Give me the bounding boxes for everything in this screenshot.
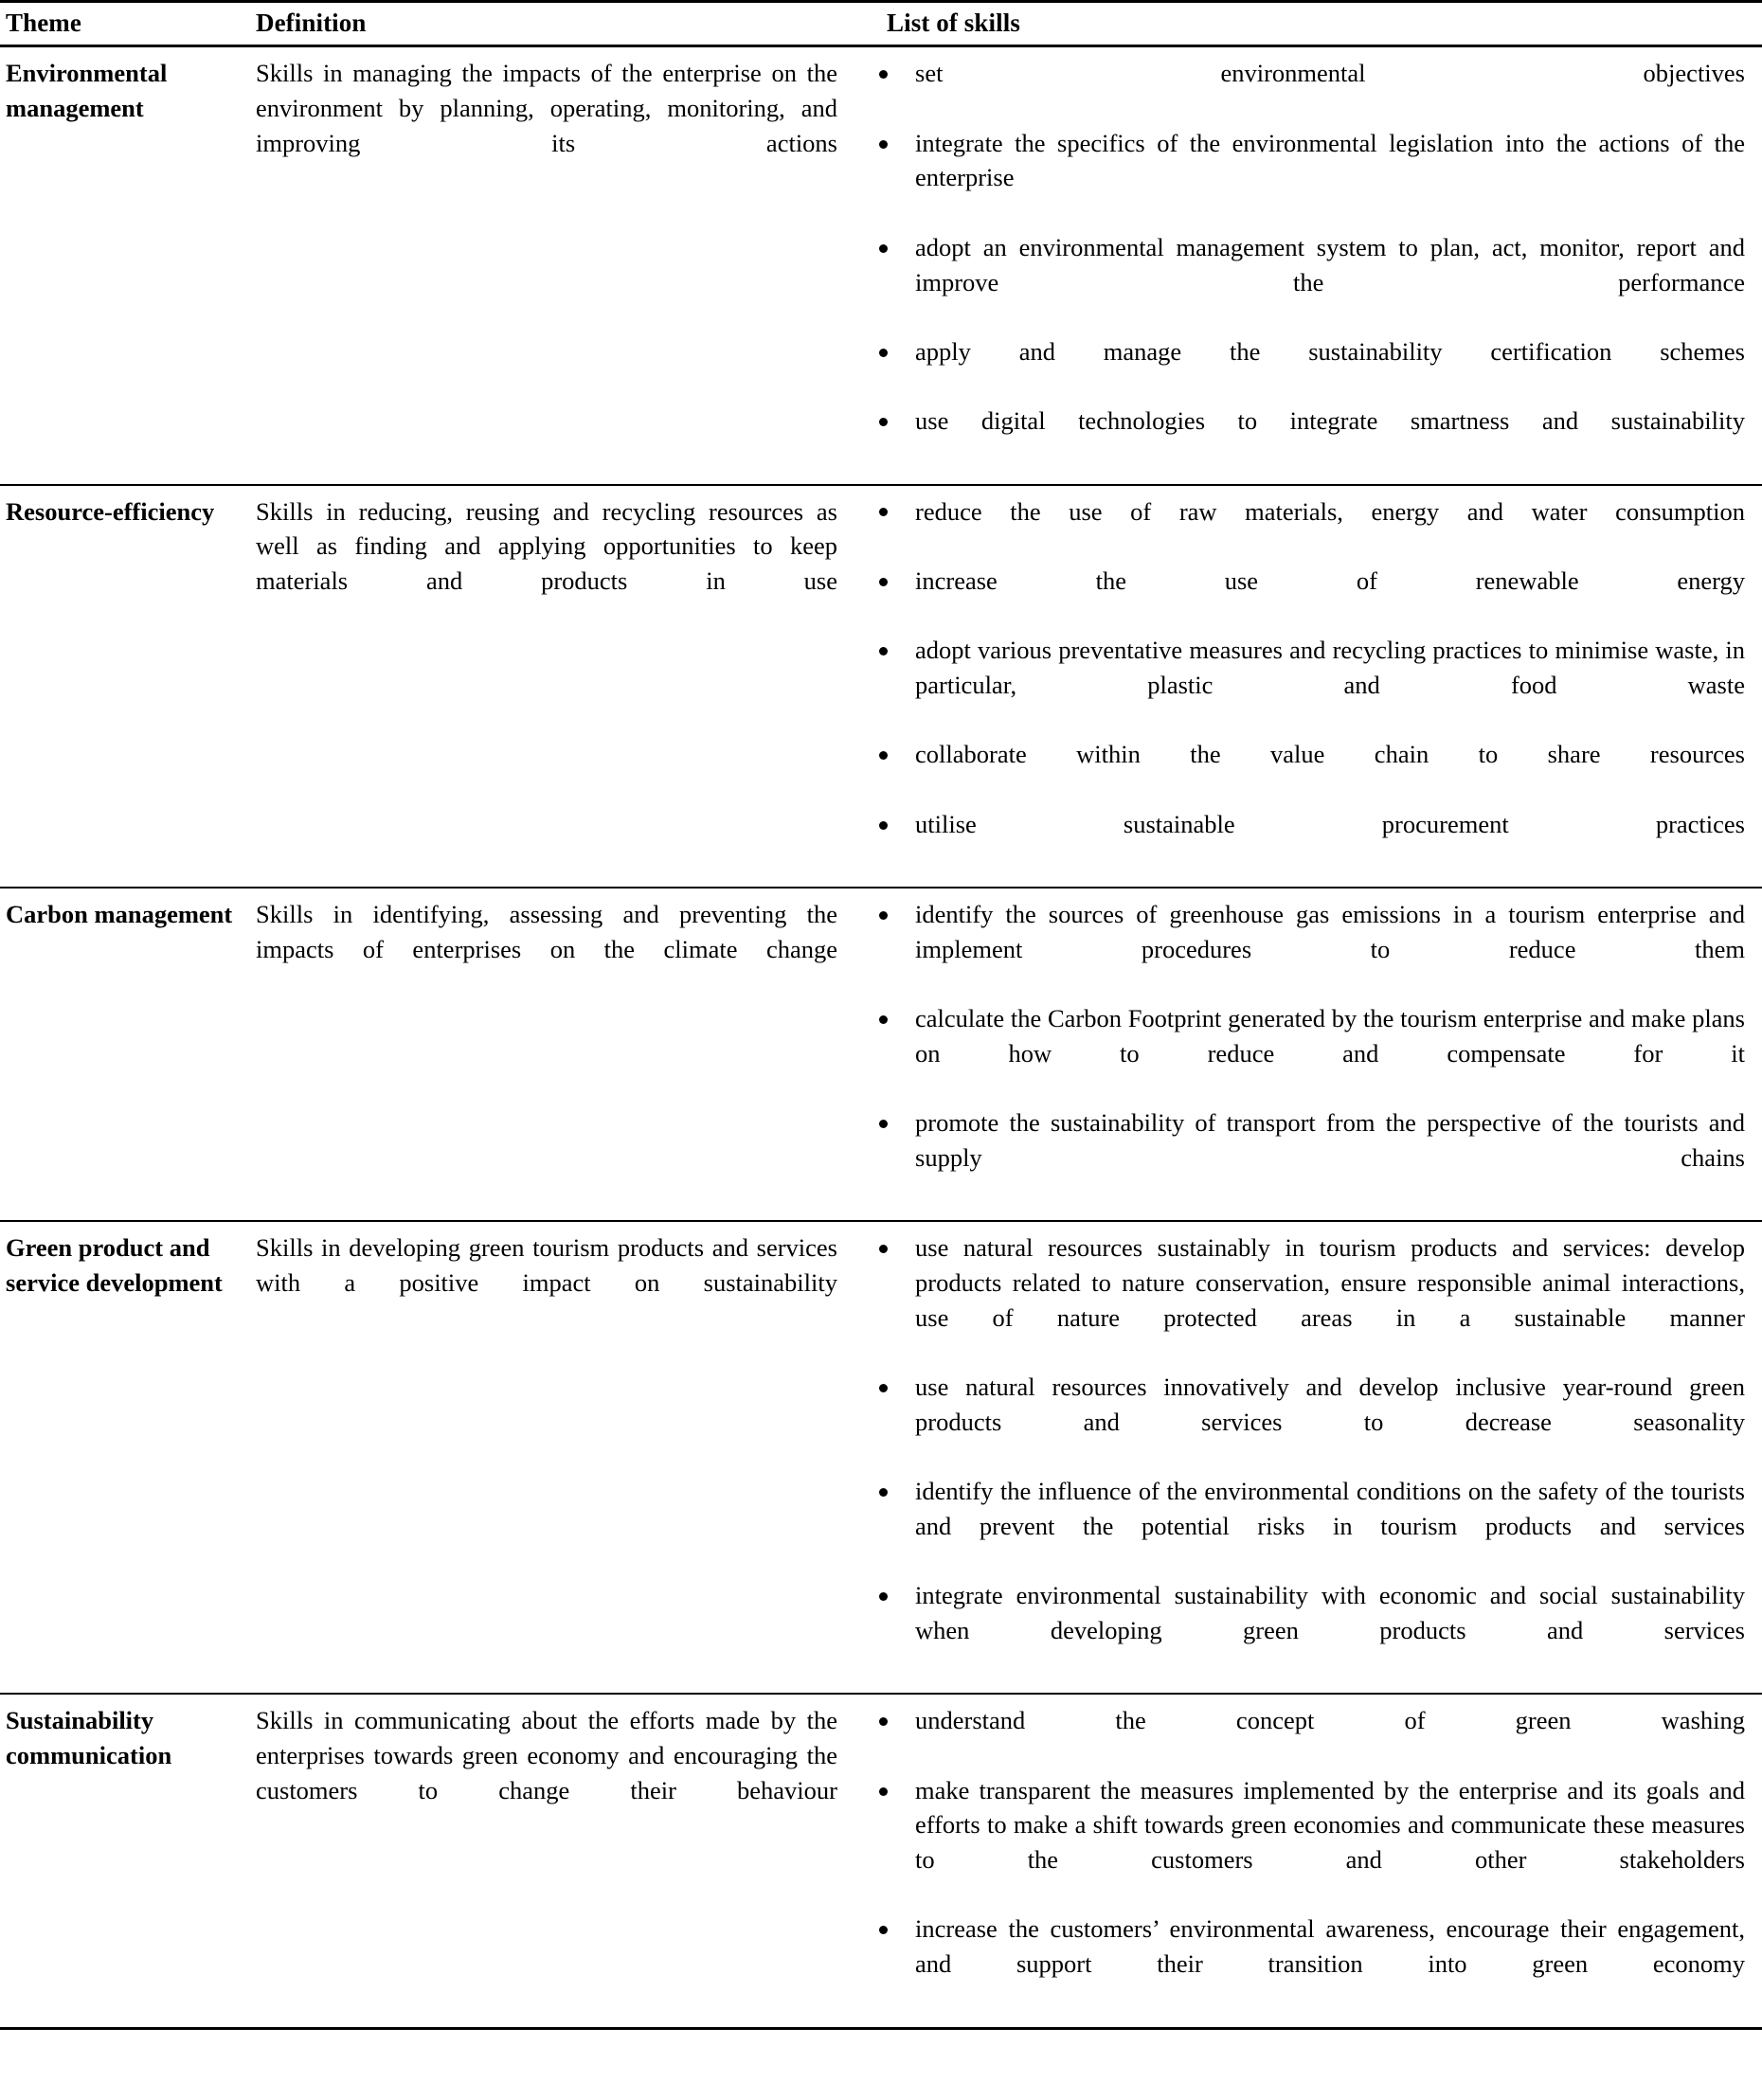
list-item <box>866 1773 1745 1912</box>
bullet-icon <box>879 244 888 253</box>
table-body <box>0 46 1762 2028</box>
skills-list <box>866 1703 1745 2016</box>
list-item <box>866 737 1745 806</box>
column-header-theme: Theme <box>0 2 244 46</box>
bullet-icon <box>879 70 888 79</box>
list-item <box>866 564 1745 633</box>
cell-skills <box>853 1694 1762 2028</box>
list-item <box>866 56 1745 125</box>
definition-text: Skills in identifying, assessing and preventing the impacts of enterprises on the climate change <box>256 900 837 963</box>
bullet-icon <box>879 1488 888 1497</box>
skill-text: calculate the Carbon Footprint generated by the tourism enterprise and make plans on how to reduce and compensate for it <box>915 1004 1745 1068</box>
cell-theme <box>0 46 244 485</box>
cell-theme <box>0 1221 244 1694</box>
cell-skills <box>853 485 1762 888</box>
cell-definition <box>244 888 853 1221</box>
cell-skills <box>853 888 1762 1221</box>
skill-text: integrate environmental sustainability with economic and social sustainability when developing green products and services <box>915 1581 1745 1644</box>
skill-text: identify the influence of the environmental conditions on the safety of the tourists and prevent the potential risks in tourism products and services <box>915 1477 1745 1540</box>
skill-text: utilise sustainable procurement practices <box>915 809 1745 838</box>
cell-theme <box>0 1694 244 2028</box>
theme-label: Resource-efficiency <box>6 496 215 526</box>
table-row <box>0 1694 1762 2028</box>
bullet-icon <box>879 1787 888 1796</box>
cell-definition <box>244 1221 853 1694</box>
table-row <box>0 888 1762 1221</box>
list-item <box>866 126 1745 230</box>
cell-definition <box>244 46 853 485</box>
bullet-icon <box>879 508 888 516</box>
bullet-icon <box>879 418 888 426</box>
bullet-icon <box>879 1015 888 1024</box>
bullet-icon <box>879 1717 888 1726</box>
list-item <box>866 1001 1745 1105</box>
bullet-icon <box>879 1384 888 1392</box>
skill-text: use digital technologies to integrate smartness and sustainability <box>915 406 1745 436</box>
bullet-icon <box>879 911 888 920</box>
list-item <box>866 633 1745 737</box>
skill-text: set environmental objectives <box>915 59 1745 88</box>
bullet-icon <box>879 647 888 655</box>
skill-text: increase the use of renewable energy <box>915 566 1745 596</box>
cell-theme <box>0 485 244 888</box>
column-header-skills: List of skills <box>853 2 1762 46</box>
definition-text: Skills in communicating about the efforts made by the enterprises towards green economy and encouraging the customers to change their behaviour <box>256 1706 837 1804</box>
definition-text: Skills in managing the impacts of the enterprise on the environment by planning, operating, monitoring, and improving its actions <box>256 59 837 157</box>
top-cropped-rule <box>407 0 1762 2</box>
list-item <box>866 1912 1745 2016</box>
skills-list <box>866 56 1745 473</box>
theme-label: Environmental management <box>6 59 168 123</box>
bullet-icon <box>879 140 888 149</box>
bullet-icon <box>879 1592 888 1601</box>
cell-definition <box>244 1694 853 2028</box>
skill-text: promote the sustainability of transport from the perspective of the tourists and supply chains <box>915 1108 1745 1173</box>
list-item <box>866 1230 1745 1370</box>
bullet-icon <box>879 1926 888 1934</box>
skill-text: reduce the use of raw materials, energy and water consumption <box>915 496 1745 526</box>
cell-skills <box>853 1221 1762 1694</box>
bullet-icon <box>879 578 888 586</box>
theme-label: Sustainability communication <box>6 1706 172 1770</box>
skill-text: increase the customers’ environmental awareness, encourage their engagement, and support their transition into green economy <box>915 1914 1745 1979</box>
table-row <box>0 485 1762 888</box>
skill-text: make transparent the measures implemented by the enterprise and its goals and efforts to make a shift towards green economies and communicate these measures to the customers and other stakeholders <box>915 1775 1745 1875</box>
skill-text: adopt various preventative measures and recycling practices to minimise waste, in particular, plastic and food waste <box>915 636 1745 700</box>
definition-text: Skills in developing green tourism products and services with a positive impact on sustainability <box>256 1233 837 1298</box>
skills-list <box>866 897 1745 1210</box>
table-header <box>0 2 1762 46</box>
definition-text: Skills in reducing, reusing and recycling resources as well as finding and applying opportunities to keep materials and products in use <box>256 496 837 596</box>
list-item <box>866 1474 1745 1578</box>
bullet-icon <box>879 821 888 830</box>
bullet-icon <box>879 751 888 760</box>
cell-definition <box>244 485 853 888</box>
cell-skills <box>853 46 1762 485</box>
table-row <box>0 46 1762 485</box>
list-item <box>866 1578 1745 1682</box>
list-item <box>866 1703 1745 1772</box>
column-header-definition: Definition <box>244 2 853 46</box>
skills-list <box>866 1230 1745 1682</box>
skill-text: identify the sources of greenhouse gas emissions in a tourism enterprise and implement procedures to reduce them <box>915 900 1745 963</box>
cell-theme <box>0 888 244 1221</box>
skill-text: apply and manage the sustainability certification schemes <box>915 336 1745 366</box>
list-item <box>866 494 1745 564</box>
theme-label: Carbon management <box>6 900 233 929</box>
skill-text: understand the concept of green washing <box>915 1706 1745 1735</box>
skill-text: use natural resources sustainably in tourism products and services: develop products related to nature conservation, ensure responsible animal interactions, use of nature protected areas in a sustainable manner <box>915 1233 1745 1332</box>
bullet-icon <box>879 1245 888 1253</box>
table-row <box>0 1221 1762 1694</box>
header-row <box>0 2 1762 46</box>
skill-text: collaborate within the value chain to share resources <box>915 740 1745 769</box>
list-item <box>866 334 1745 404</box>
list-item <box>866 1105 1745 1210</box>
bullet-icon <box>879 349 888 357</box>
list-item <box>866 404 1745 473</box>
list-item <box>866 807 1745 876</box>
theme-label: Green product and service development <box>6 1233 223 1298</box>
skill-text: adopt an environmental management system to plan, act, monitor, report and improve the performance <box>915 232 1745 296</box>
list-item <box>866 1370 1745 1474</box>
skill-text: use natural resources innovatively and develop inclusive year-round green products and services to decrease seasonality <box>915 1373 1745 1436</box>
list-item <box>866 897 1745 1001</box>
bullet-icon <box>879 1120 888 1128</box>
list-item <box>866 230 1745 334</box>
skill-text: integrate the specifics of the environmental legislation into the actions of the enterprise <box>915 128 1745 192</box>
skills-list <box>866 494 1745 877</box>
